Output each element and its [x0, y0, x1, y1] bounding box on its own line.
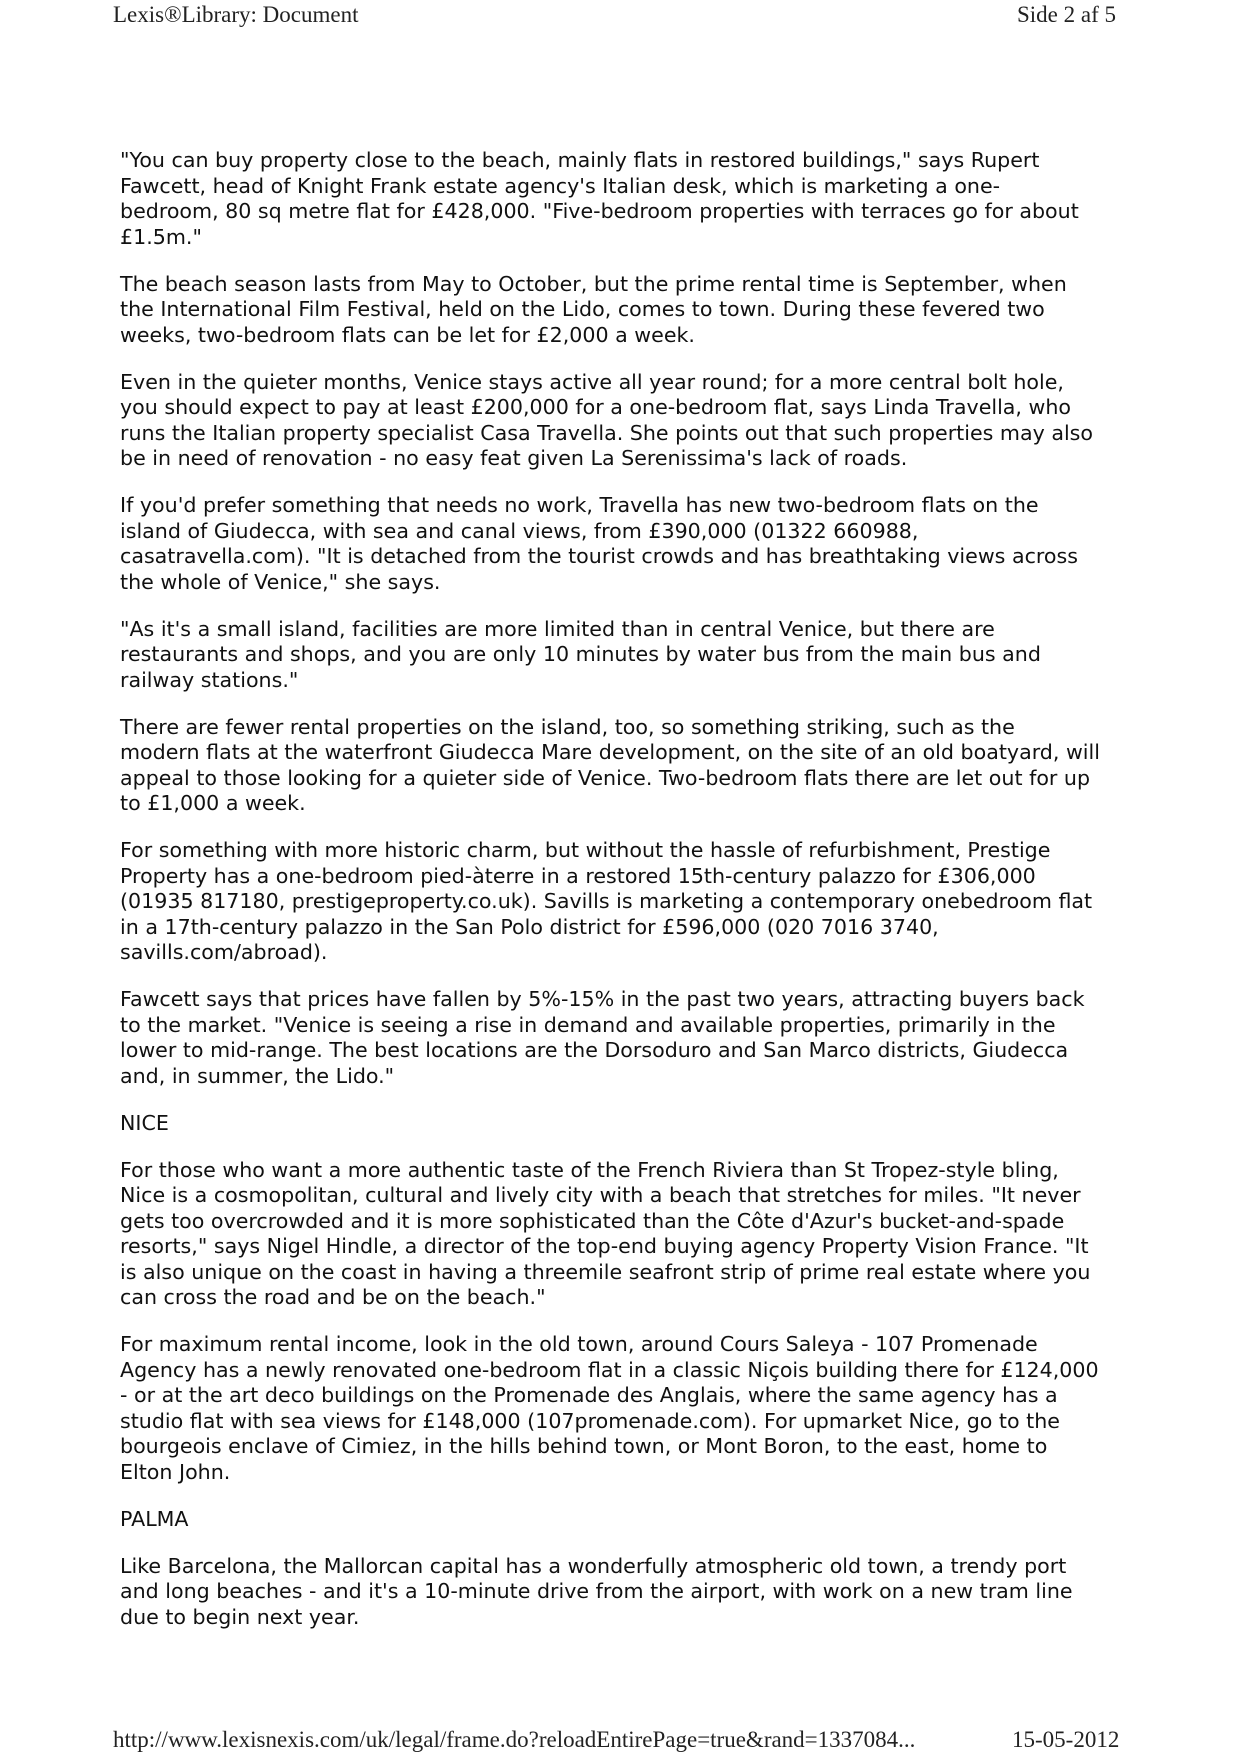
paragraph-line: Like Barcelona, the Mallorcan capital has a wonderfully atmospheric old town, a trendy port: [120, 1553, 1067, 1578]
paragraph-line: is also unique on the coast in having a threemile seafront strip of prime real estate where you: [120, 1259, 1091, 1284]
paragraph-line: appeal to those looking for a quieter side of Venice. Two-bedroom flats there are let out for up: [120, 765, 1091, 790]
paragraph-line: savills.com/abroad).: [120, 940, 328, 964]
header-title: Lexis®Library: Document: [113, 2, 359, 27]
paragraph-line: PALMA: [120, 1506, 189, 1531]
paragraph-line: the whole of Venice," she says.: [120, 569, 441, 594]
paragraph-line: the International Film Festival, held on the Lido, comes to town. During these fevered two: [120, 297, 1045, 321]
paragraph-line: Fawcett, head of Knight Frank estate agency's Italian desk, which is marketing a one-: [120, 173, 1001, 198]
paragraph-line: Agency has a newly renovated one-bedroom flat in a classic Niçois building there for £124,000: [120, 1357, 1099, 1382]
paragraph-line: - or at the art deco buildings on the Promenade des Anglais, where the same agency has a: [120, 1383, 1058, 1407]
article-paragraph: [120, 1111, 1125, 1137]
paragraph-line: due to begin next year.: [120, 1604, 360, 1629]
paragraph-line: bourgeois enclave of Cimiez, in the hills behind town, or Mont Boron, to the east, home to: [120, 1434, 1048, 1458]
paragraph-line: For something with more historic charm, but without the hassle of refurbishment, Prestige: [120, 838, 1051, 862]
paragraph-line: be in need of renovation - no easy feat given La Serenissima's lack of roads.: [120, 446, 908, 470]
paragraph-line: can cross the road and be on the beach.": [120, 1285, 546, 1309]
paragraph-line: runs the Italian property specialist Casa Travella. She points out that such properties may also: [120, 420, 1093, 445]
article-paragraph: [120, 715, 1125, 817]
article-paragraph: [120, 272, 1125, 349]
page-indicator: Side 2 af 5: [1017, 2, 1117, 27]
paragraph-line: modern flats at the waterfront Giudecca Mare development, on the site of an old boatyard, will: [120, 740, 1100, 764]
paragraph-line: you should expect to pay at least £200,000 for a one-bedroom flat, says Linda Travella, who: [120, 395, 1072, 419]
paragraph-line: If you'd prefer something that needs no work, Travella has new two-bedroom flats on the: [120, 493, 1039, 517]
article-paragraph: [120, 838, 1125, 966]
article-body: [120, 148, 1125, 1652]
paragraph-line: to the market. "Venice is seeing a rise in demand and available properties, primarily in the: [120, 1012, 1056, 1037]
paragraph-line: Property has a one-bedroom pied-àterre in a restored 15th-century palazzo for £306,000: [120, 863, 1036, 888]
paragraph-line: "You can buy property close to the beach, mainly flats in restored buildings," says Rupert: [120, 148, 1040, 172]
paragraph-line: Nice is a cosmopolitan, cultural and lively city with a beach that stretches for miles. "It never: [120, 1183, 1081, 1207]
article-paragraph: [120, 493, 1125, 595]
paragraph-line: (01935 817180, prestigeproperty.co.uk). Savills is marketing a contemporary onebedroom flat: [120, 889, 1093, 913]
article-paragraph: [120, 987, 1125, 1089]
article-paragraph: [120, 1158, 1125, 1311]
paragraph-line: NICE: [120, 1110, 169, 1135]
paragraph-line: £1.5m.": [120, 224, 202, 249]
paragraph-line: For those who want a more authentic taste of the French Riviera than St Tropez-style bling,: [120, 1157, 1059, 1182]
article-paragraph: [120, 148, 1125, 250]
paragraph-line: There are fewer rental properties on the island, too, so something striking, such as the: [120, 714, 1015, 739]
paragraph-line: casatravella.com). "It is detached from the tourist crowds and has breathtaking views across: [120, 544, 1078, 568]
paragraph-line: bedroom, 80 sq metre flat for £428,000. "Five-bedroom properties with terraces go for about: [120, 199, 1079, 223]
paragraph-line: studio flat with sea views for £148,000 (107promenade.com). For upmarket Nice, go to the: [120, 1408, 1060, 1433]
article-paragraph: [120, 370, 1125, 472]
article-paragraph: [120, 1554, 1125, 1631]
paragraph-line: weeks, two-bedroom flats can be let for £2,000 a week.: [120, 322, 695, 347]
paragraph-line: lower to mid-range. The best locations are the Dorsoduro and San Marco districts, Giudecca: [120, 1038, 1069, 1062]
footer-url[interactable]: http://www.lexisnexis.com/uk/legal/frame.do?reloadEntirePage=true&rand=1337084...: [113, 1727, 916, 1752]
article-paragraph: [120, 1507, 1125, 1533]
paragraph-line: The beach season lasts from May to October, but the prime rental time is September, when: [120, 271, 1067, 296]
paragraph-line: For maximum rental income, look in the old town, around Cours Saleya - 107 Promenade: [120, 1332, 1038, 1356]
paragraph-line: Elton John.: [120, 1459, 231, 1484]
paragraph-line: "As it's a small island, facilities are more limited than in central Venice, but there are: [120, 616, 995, 641]
paragraph-line: resorts," says Nigel Hindle, a director of the top-end buying agency Property Vision France. "It: [120, 1234, 1089, 1258]
paragraph-line: to £1,000 a week.: [120, 791, 306, 815]
paragraph-line: and long beaches - and it's a 10-minute drive from the airport, with work on a new tram line: [120, 1579, 1073, 1603]
paragraph-line: in a 17th-century palazzo in the San Polo district for £596,000 (020 7016 3740,: [120, 914, 939, 939]
paragraph-line: restaurants and shops, and you are only 10 minutes by water bus from the main bus and: [120, 642, 1041, 666]
paragraph-line: Fawcett says that prices have fallen by 5%-15% in the past two years, attracting buyers back: [120, 987, 1085, 1011]
paragraph-line: island of Giudecca, with sea and canal views, from £390,000 (01322 660988,: [120, 518, 919, 543]
footer-date: 15-05-2012: [1012, 1727, 1120, 1752]
paragraph-line: Even in the quieter months, Venice stays active all year round; for a more central bolt hole,: [120, 369, 1064, 394]
paragraph-line: and, in summer, the Lido.": [120, 1063, 395, 1088]
paragraph-line: railway stations.": [120, 667, 299, 692]
paragraph-line: gets too overcrowded and it is more sophisticated than the Côte d'Azur's bucket-and-spade: [120, 1208, 1065, 1233]
article-paragraph: [120, 1332, 1125, 1485]
article-paragraph: [120, 617, 1125, 694]
